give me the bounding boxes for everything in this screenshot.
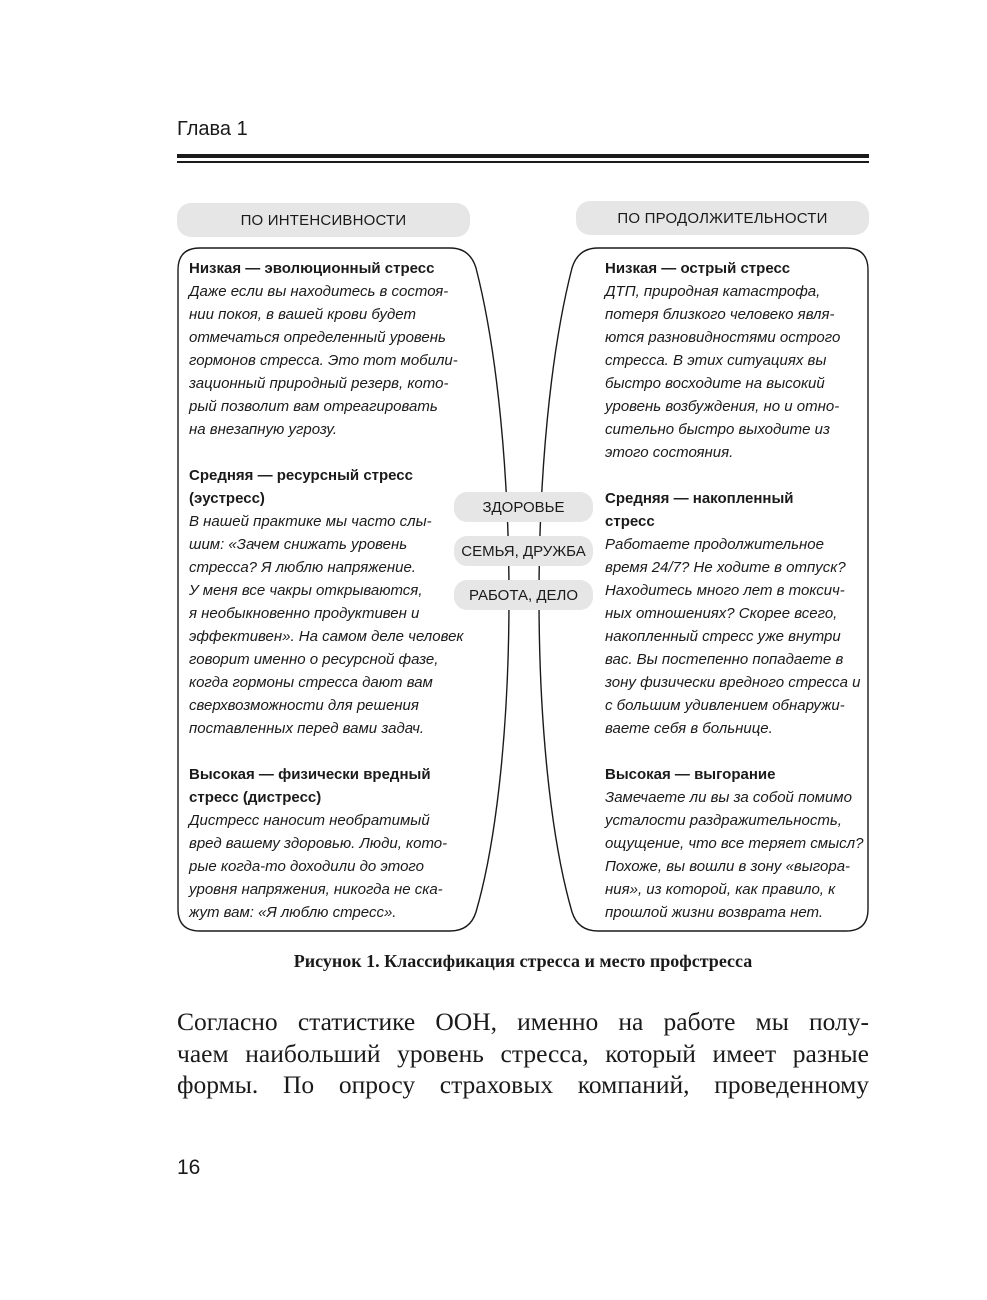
block-body: Замечаете ли вы за собой помимо усталости раздражительность, ощущение, что все теряет смысл? Похоже, вы вошли в зону «выгора- ния», из которой, как правило, к прошлой жизни возврата нет. bbox=[605, 789, 864, 921]
body-line: формы. По опросу страховых компаний, проведенному bbox=[177, 1070, 869, 1099]
duration-high-block bbox=[605, 763, 865, 924]
duration-low-block bbox=[605, 257, 865, 464]
block-title: Низкая — острый стресс bbox=[605, 260, 791, 277]
page-number: 16 bbox=[177, 1156, 201, 1179]
block-title: Высокая — физически вредный стресс (дистресс) bbox=[189, 766, 431, 806]
heading-by-intensity: ПО ИНТЕНСИВНОСТИ bbox=[177, 203, 470, 237]
figure-caption: Рисунок 1. Классификация стресса и место профстресса bbox=[293, 951, 753, 971]
block-body: Дистресс наносит необратимый вред вашему здоровью. Люди, кото- рые когда-то доходили до этого уровня напряжения, никогда не ска- жут вам: «Я люблю стресс». bbox=[189, 812, 448, 921]
intensity-low-block bbox=[189, 257, 474, 441]
block-title: Низкая — эволюционный стресс bbox=[189, 260, 435, 277]
block-title: Высокая — выгорание bbox=[605, 766, 776, 783]
block-body: Работаете продолжительное время 24/7? Не ходите в отпуск? Находитесь много лет в токсич- ных отношениях? Скорее всего, накопленный стресс уже внутри вас. Вы постепенно попадаете в зону физически вредного стресса и с большим удивлением обнаружи- ваете себя в больнице. bbox=[605, 536, 861, 737]
block-body: ДТП, природная катастрофа, потеря близкого человеко явля- ются разновидностями острого стресса. В этих ситуациях вы быстро восходите на высокий уровень возбуждения, но и отно- сительно быстро выходите из этого состояния. bbox=[605, 283, 841, 461]
block-body: В нашей практике мы часто слы- шим: «Зачем снижать уровень стресса? Я люблю напряжение. У меня все чакры открываются, я необыкновенно продуктивен и эффективен». На самом деле человек говорит именно о ресурсной фазе, когда гормоны стресса дают вам сверхвозможности для решения поставленных перед вами задач. bbox=[189, 513, 464, 737]
block-title: Средняя — ресурсный стресс (эустресс) bbox=[189, 467, 413, 507]
block-body: Даже если вы находитесь в состоя- нии покоя, в вашей крови будет отмечаться определенный уровень гормонов стресса. Это тот мобили- зационный природный резерв, кото- рый позволит вам отреагировать на внезапную угрозу. bbox=[189, 283, 458, 438]
body-paragraph bbox=[177, 1006, 869, 1101]
center-label-family: СЕМЬЯ, ДРУЖБА bbox=[454, 536, 593, 566]
body-line: Согласно статистике ООН, именно на работе мы полу- bbox=[177, 1007, 869, 1036]
intensity-high-block bbox=[189, 763, 474, 924]
heading-by-duration: ПО ПРОДОЛЖИТЕЛЬНОСТИ bbox=[576, 201, 869, 235]
body-line: чаем наибольший уровень стресса, который имеет разные bbox=[177, 1038, 869, 1068]
block-title: Средняя — накопленный стресс bbox=[605, 490, 794, 530]
intensity-medium-block bbox=[189, 464, 474, 740]
center-label-work: РАБОТА, ДЕЛО bbox=[454, 580, 593, 610]
duration-column bbox=[605, 257, 865, 947]
center-label-health: ЗДОРОВЬЕ bbox=[454, 492, 593, 522]
intensity-column bbox=[189, 257, 474, 947]
duration-medium-block bbox=[605, 487, 865, 740]
running-head-chapter: Глава 1 bbox=[177, 118, 248, 140]
